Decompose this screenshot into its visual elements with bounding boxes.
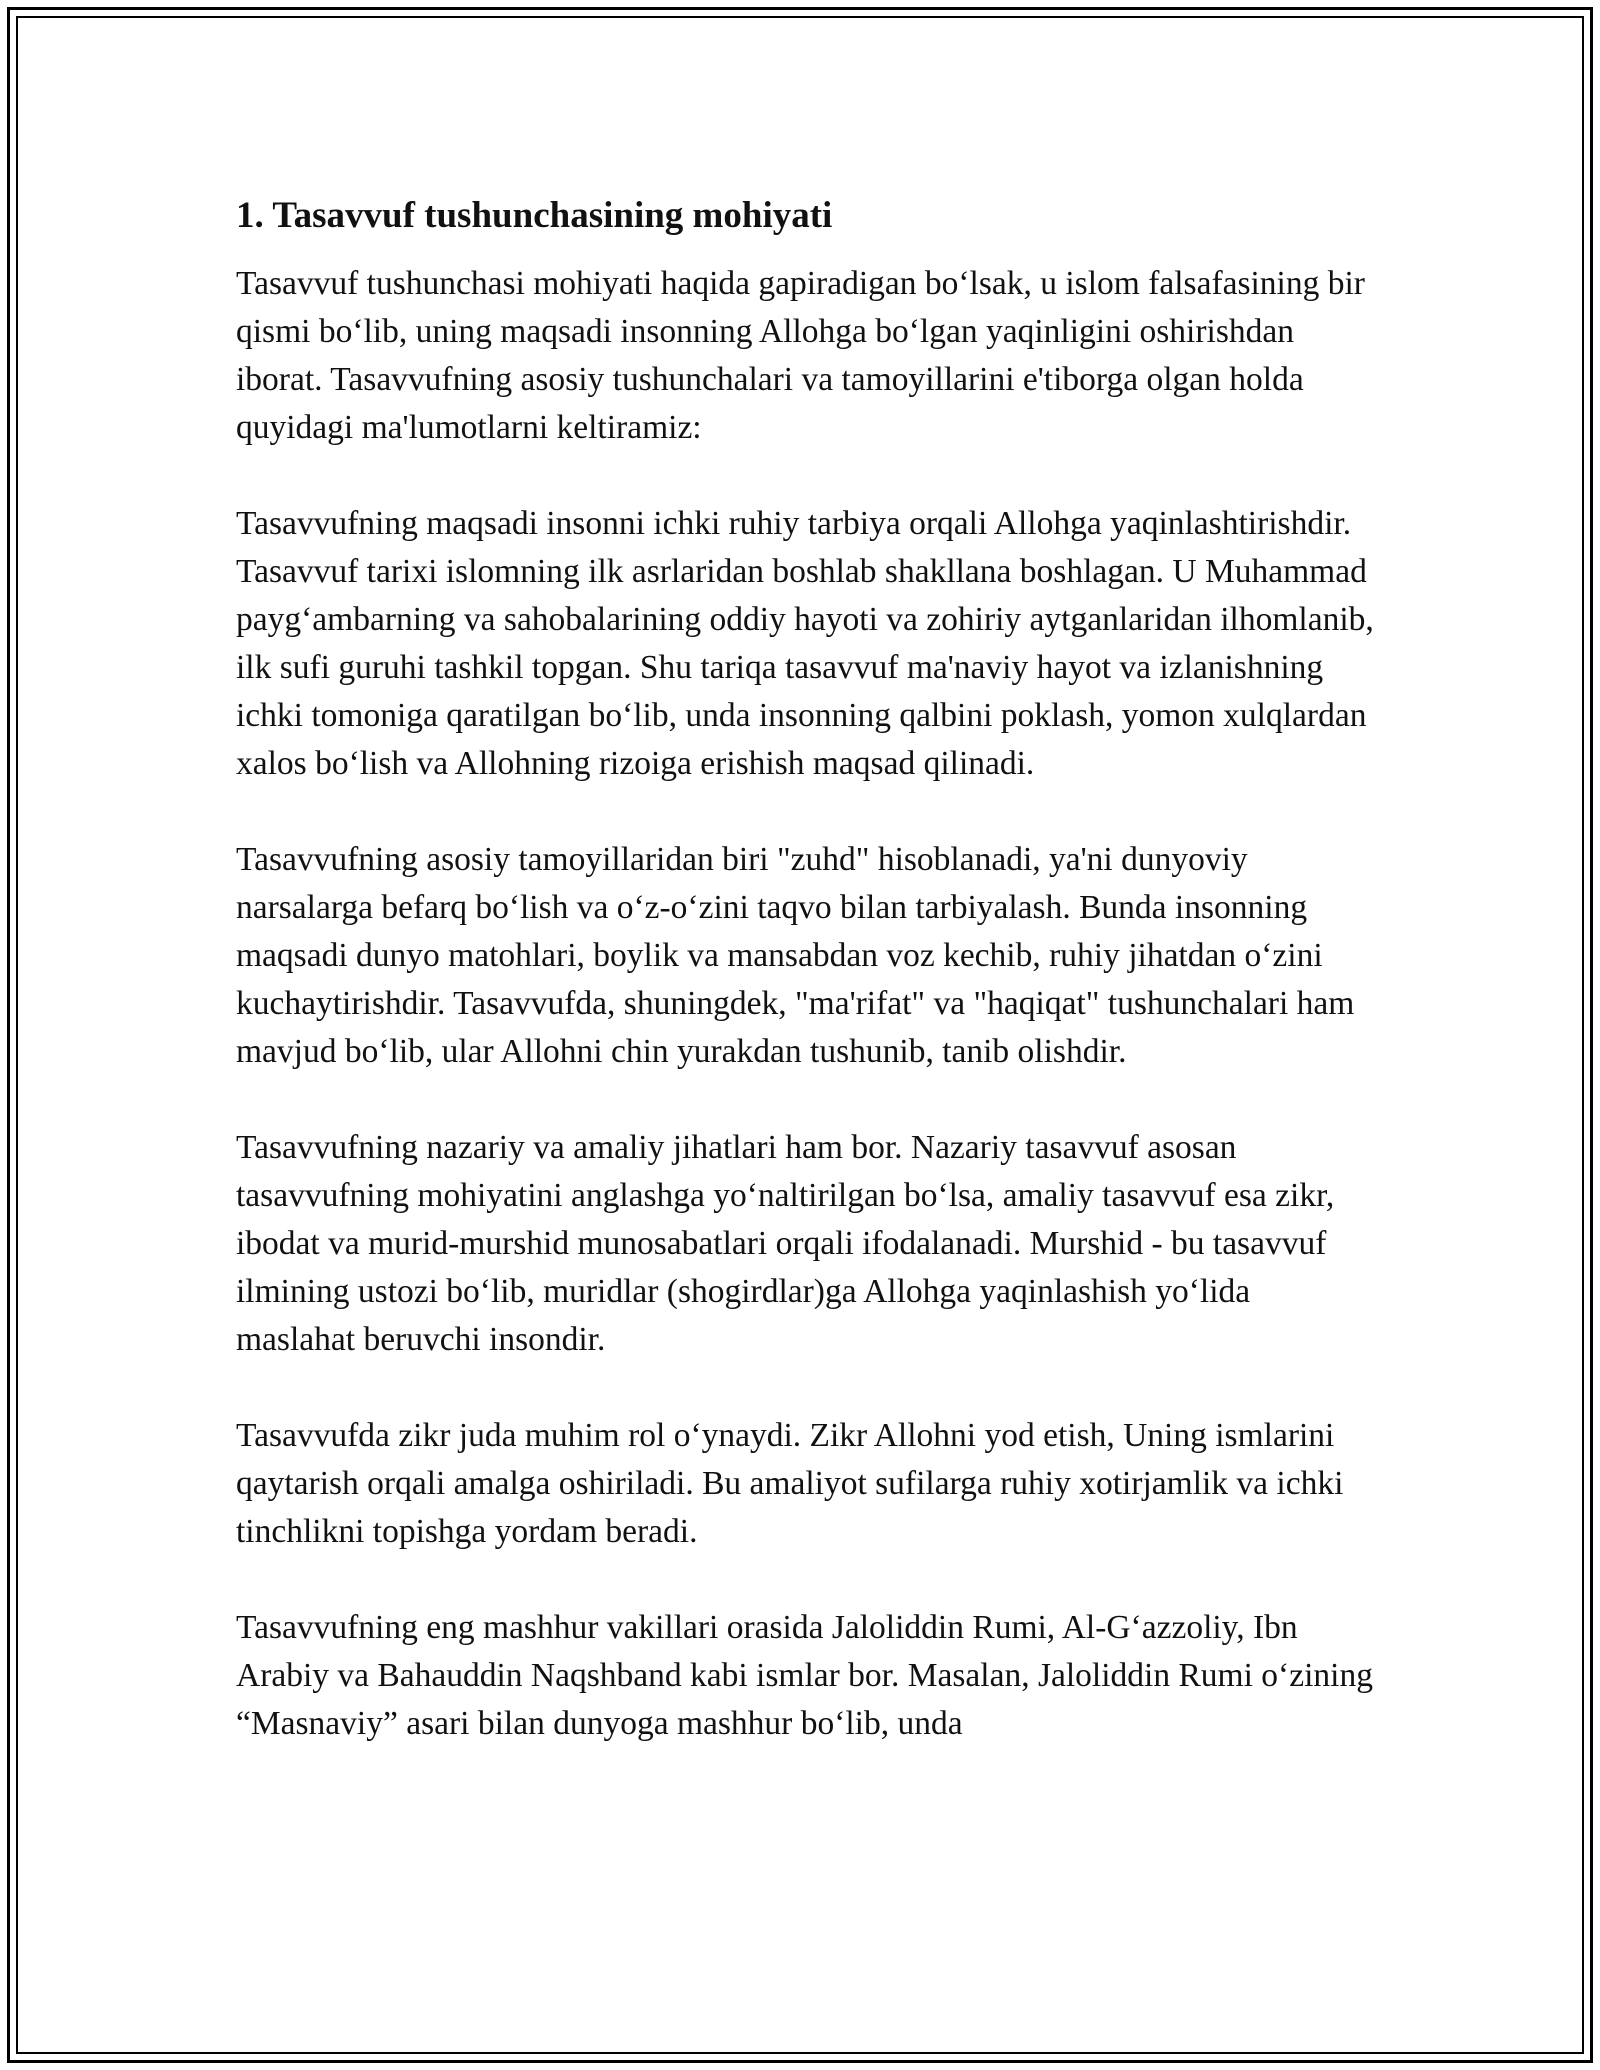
paragraph-intro: Tasavvuf tushunchasi mohiyati haqida gapiradigan bo‘lsak, u islom falsafasining bir qismi bo‘lib, uning maqsadi insonning Allohga bo‘lgan yaqinligini oshirishdan iborat. Tasavvufning asosiy tushunchalari va tamoyillarini e'tiborga olgan holda quyidagi ma'lumotlarni keltiramiz: (236, 265, 1365, 446)
document-body (236, 188, 1376, 1796)
paragraph-zuhd: Tasavvufning asosiy tamoyillaridan biri "zuhd" hisoblanadi, ya'ni dunyoviy narsalarga befarq bo‘lish va o‘z-o‘zini taqvo bilan tarbiyalash. Bunda insonning maqsadi dunyo matohlari, boylik va mansabdan voz kechib, ruhiy jihatdan o‘zini kuchaytirishdir. Tasavvufda, shuningdek, "ma'rifat" va "haqiqat" tushunchalari ham mavjud bo‘lib, ular Allohni chin yurakdan tushunib, tanib olishdir. (236, 841, 1355, 1070)
paragraph-zikr: Tasavvufda zikr juda muhim rol o‘ynaydi. Zikr Allohni yod etish, Uning ismlarini qaytarish orqali amalga oshiriladi. Bu amaliyot sufilarga ruhiy xotirjamlik va ichki tinchlikni topishga yordam beradi. (236, 1417, 1344, 1550)
section-heading: 1. Tasavvuf tushunchasining mohiyati (236, 195, 833, 236)
paragraph-purpose: Tasavvufning maqsadi insonni ichki ruhiy tarbiya orqali Allohga yaqinlashtirishdir. Tasavvuf tarixi islomning ilk asrlaridan boshlab shakllana boshlagan. U Muhammad payg‘ambarning va sahobalarining oddiy hayoti va zohiriy aytganlaridan ilhomlanib, ilk sufi guruhi tashkil topgan. Shu tariqa tasavvuf ma'naviy hayot va izlanishning ichki tomoniga qaratilgan bo‘lib, unda insonning qalbini poklash, yomon xulqlardan xalos bo‘lish va Allohning rizoiga erishish maqsad qilinadi. (236, 505, 1374, 782)
paragraph-representatives: Tasavvufning eng mashhur vakillari orasida Jaloliddin Rumi, Al-G‘azzoliy, Ibn Arabiy va Bahauddin Naqshband kabi ismlar bor. Masalan, Jaloliddin Rumi o‘zining “Masnaviy” asari bilan dunyoga mashhur bo‘lib, unda (236, 1609, 1373, 1742)
paragraph-theory-practice: Tasavvufning nazariy va amaliy jihatlari ham bor. Nazariy tasavvuf asosan tasavvufning mohiyatini anglashga yo‘naltirilgan bo‘lsa, amaliy tasavvuf esa zikr, ibodat va murid-murshid munosabatlari orqali ifodalanadi. Murshid - bu tasavvuf ilmining ustozi bo‘lib, muridlar (shogirdlar)ga Allohga yaqinlashish yo‘lida maslahat beruvchi insondir. (236, 1129, 1335, 1358)
